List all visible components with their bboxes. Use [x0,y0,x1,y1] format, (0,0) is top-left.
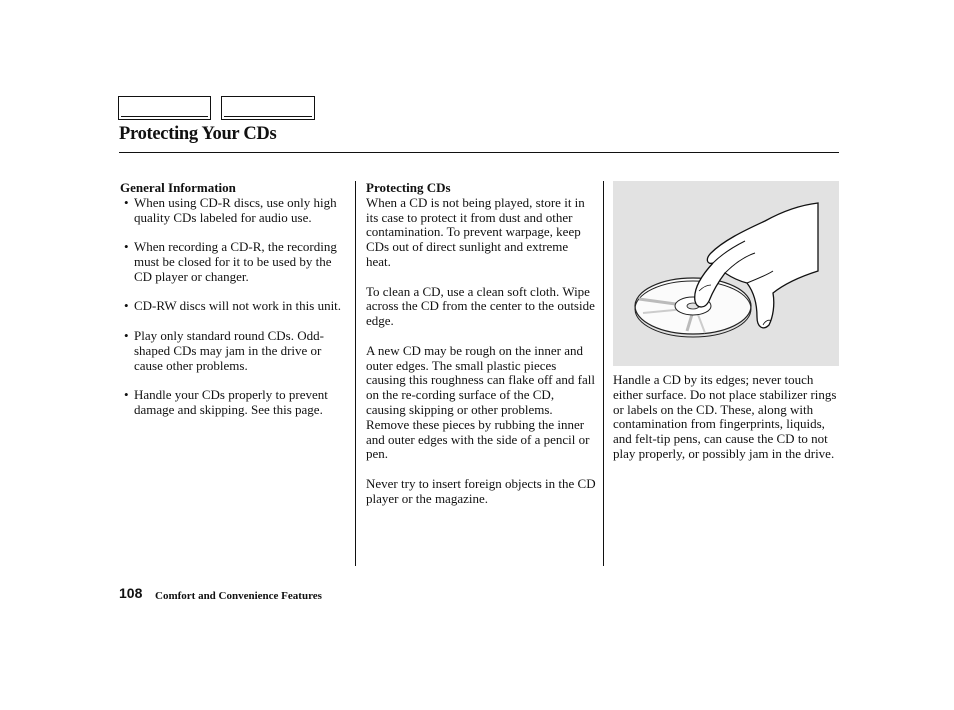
figure-caption [613,373,841,462]
caption-text: Handle a CD by its edges; never touch either surface. Do not place stabilizer rings or labels on the CD. These, along with contamination from fingerprints, liquids, and felt-tip pens, can cause the CD to not play properly, or possibly jam in the drive. [613,372,837,461]
bullet-item: • Play only standard round CDs. Odd-shaped CDs may jam in the drive or cause other problems. [124,327,324,373]
hand-holding-cd-icon [613,181,839,366]
title-divider [119,152,839,153]
cd-handling-illustration [613,181,839,366]
bullet-item: • CD-RW discs will not work in this unit. [124,298,342,314]
bullet-text: When using CD-R discs, use only high quality CDs labeled for audio use. [134,194,337,225]
paragraph: When a CD is not being played, store it in its case to protect it from dust and other contamination. To prevent warpage, keep CDs out of direct sunlight and extreme heat. [366,194,585,269]
page-title: Protecting Your CDs [119,124,277,144]
bullet-text: Handle your CDs properly to prevent damage and skipping. See this page. [134,387,328,417]
column-divider-left [355,181,356,566]
bullet-text: When recording a CD-R, the recording must be closed for it to be used by the CD player or changer. [134,239,337,284]
bullet-item: • Handle your CDs properly to prevent damage and skipping. See this page. [124,387,328,417]
bullet-text: CD-RW discs will not work in this unit. [134,298,342,314]
paragraph: A new CD may be rough on the inner and outer edges. The small plastic pieces causing this roughness can flake off and fall on the re-cording surface of the CD, causing skipping or other problems. Remove these pieces by rubbing the inner and outer edges with the side of a pencil or pen. [366,342,595,462]
paragraph: Never try to insert foreign objects in the CD player or the magazine. [366,475,596,506]
section-name: Comfort and Convenience Features [155,590,322,602]
column-divider-right [603,181,604,566]
bullet-item: • When recording a CD-R, the recording must be closed for it to be used by the CD player or changer. [124,239,337,284]
page-number: 108 [119,585,143,601]
general-information-column [120,181,346,433]
protecting-cds-heading: Protecting CDs [366,180,451,195]
general-information-heading: General Information [120,180,236,195]
protecting-cds-column [366,181,596,521]
paragraph: To clean a CD, use a clean soft cloth. Wipe across the CD from the center to the outside edge. [366,283,595,329]
header-tab-box-left [118,96,211,120]
bullet-text: Play only standard round CDs. Odd-shaped CDs may jam in the drive or cause other problems. [134,327,324,373]
header-tab-box-right [221,96,315,120]
bullet-item: • When using CD-R discs, use only high quality CDs labeled for audio use. [124,194,337,225]
